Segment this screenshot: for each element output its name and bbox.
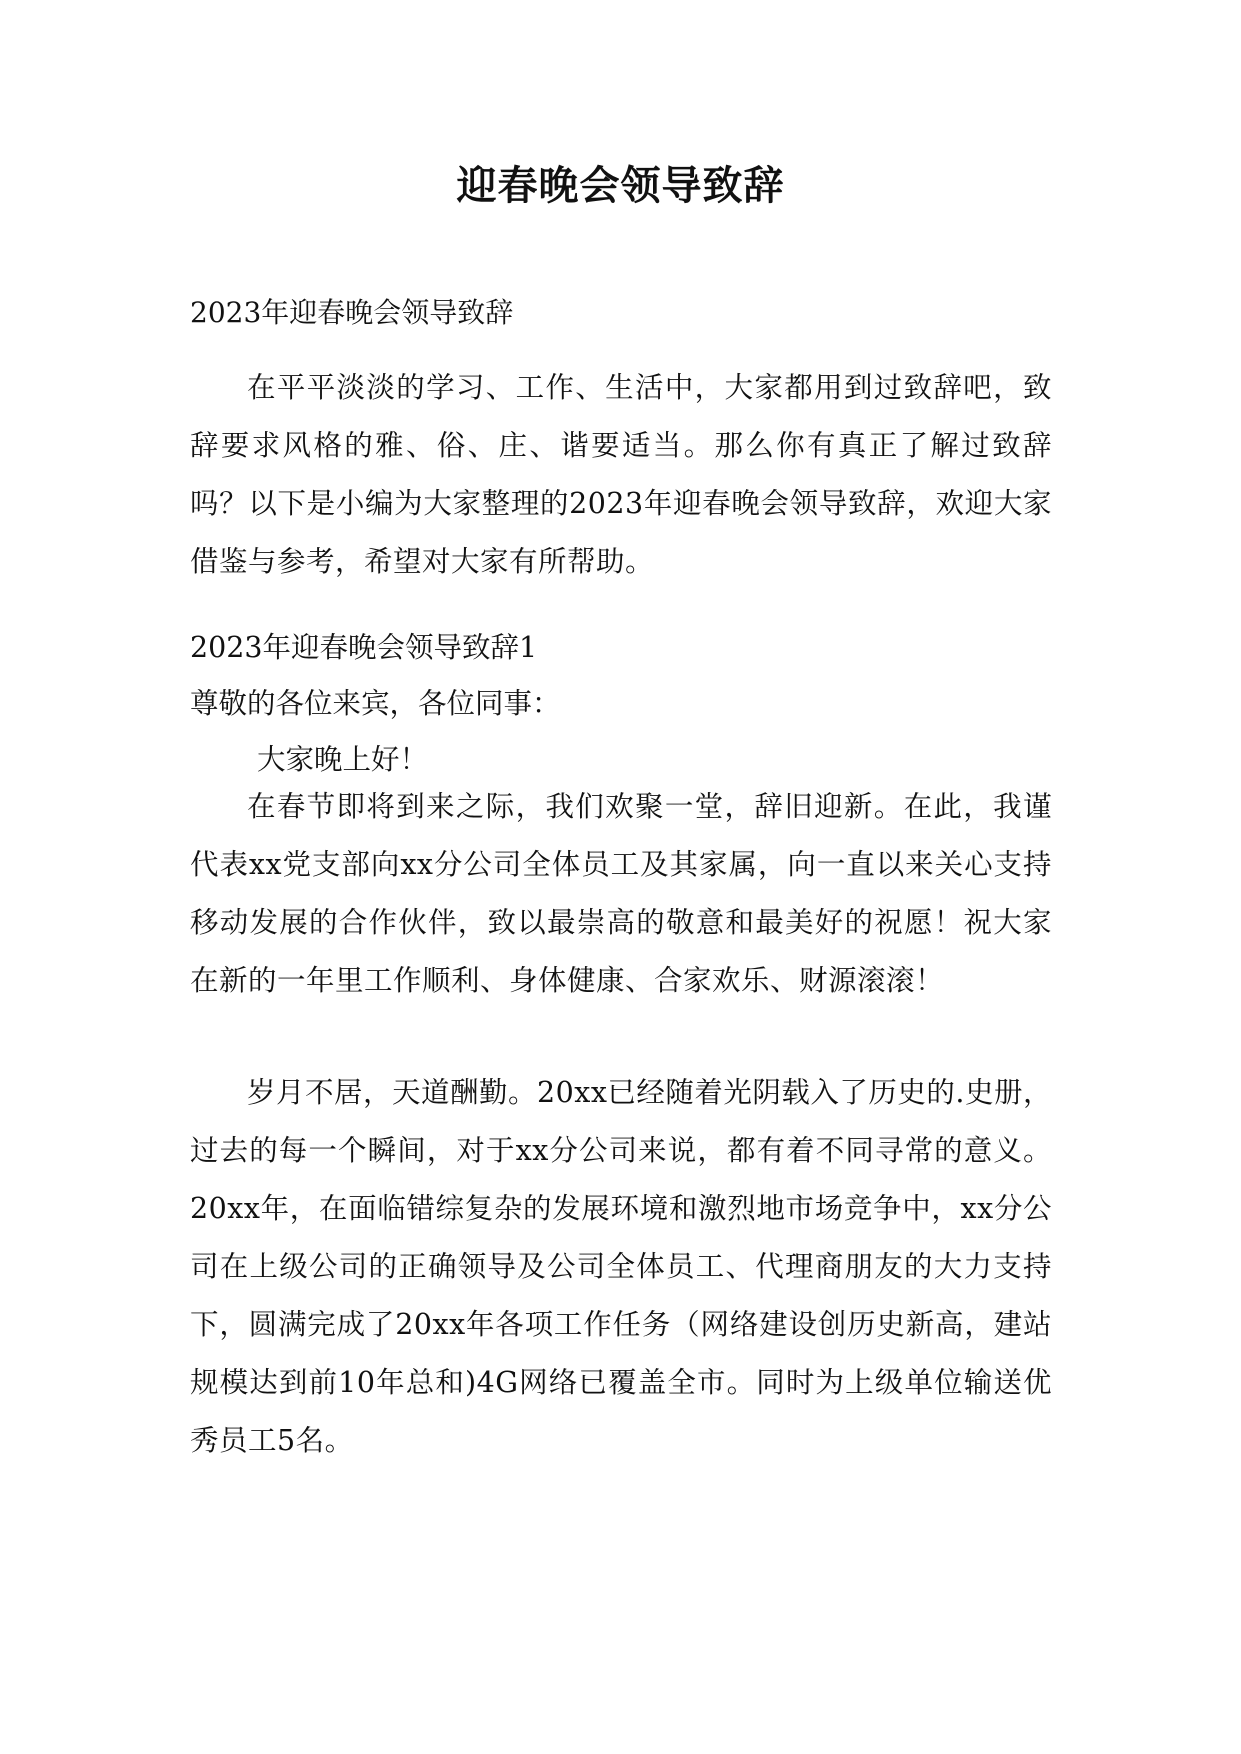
salutation: 尊敬的各位来宾，各位同事： <box>190 687 561 720</box>
greeting: 大家晚上好！ <box>257 743 429 776</box>
document-subtitle: 2023年迎春晚会领导致辞 <box>190 296 514 329</box>
document-title: 迎春晚会领导致辞 <box>456 163 785 209</box>
section-heading: 2023年迎春晚会领导致辞1 <box>190 631 538 664</box>
body-paragraph-2: 岁月不居，天道酬勤。20xx已经随着光阴载入了历史的.史册，过去的每一个瞬间，对于xx分公司来说，都有着不同寻常的意义。20xx年，在面临错综复杂的发展环境和激烈地市场竞争中，xx分公司在上级公司的正确领导及公司全体员工、代理商朋友的大力支持下，圆满完成了20xx年各项工作任务（网络建设创历史新高，建站规模达到前10年总和)4G网络已覆盖全市。同时为上级单位输送优秀员工5名。 <box>190 1076 1052 1457</box>
body-paragraph-1: 在春节即将到来之际，我们欢聚一堂，辞旧迎新。在此，我谨代表xx党支部向xx分公司全体员工及其家属，向一直以来关心支持移动发展的合作伙伴，致以最崇高的敬意和最美好的祝愿！祝大家在新的一年里工作顺利、身体健康、合家欢乐、财源滚滚！ <box>190 790 1052 997</box>
intro-paragraph: 在平平淡淡的学习、工作、生活中，大家都用到过致辞吧，致辞要求风格的雅、俗、庄、谐要适当。那么你有真正了解过致辞吗？以下是小编为大家整理的2023年迎春晚会领导致辞，欢迎大家借鉴与参考，希望对大家有所帮助。 <box>190 371 1052 578</box>
